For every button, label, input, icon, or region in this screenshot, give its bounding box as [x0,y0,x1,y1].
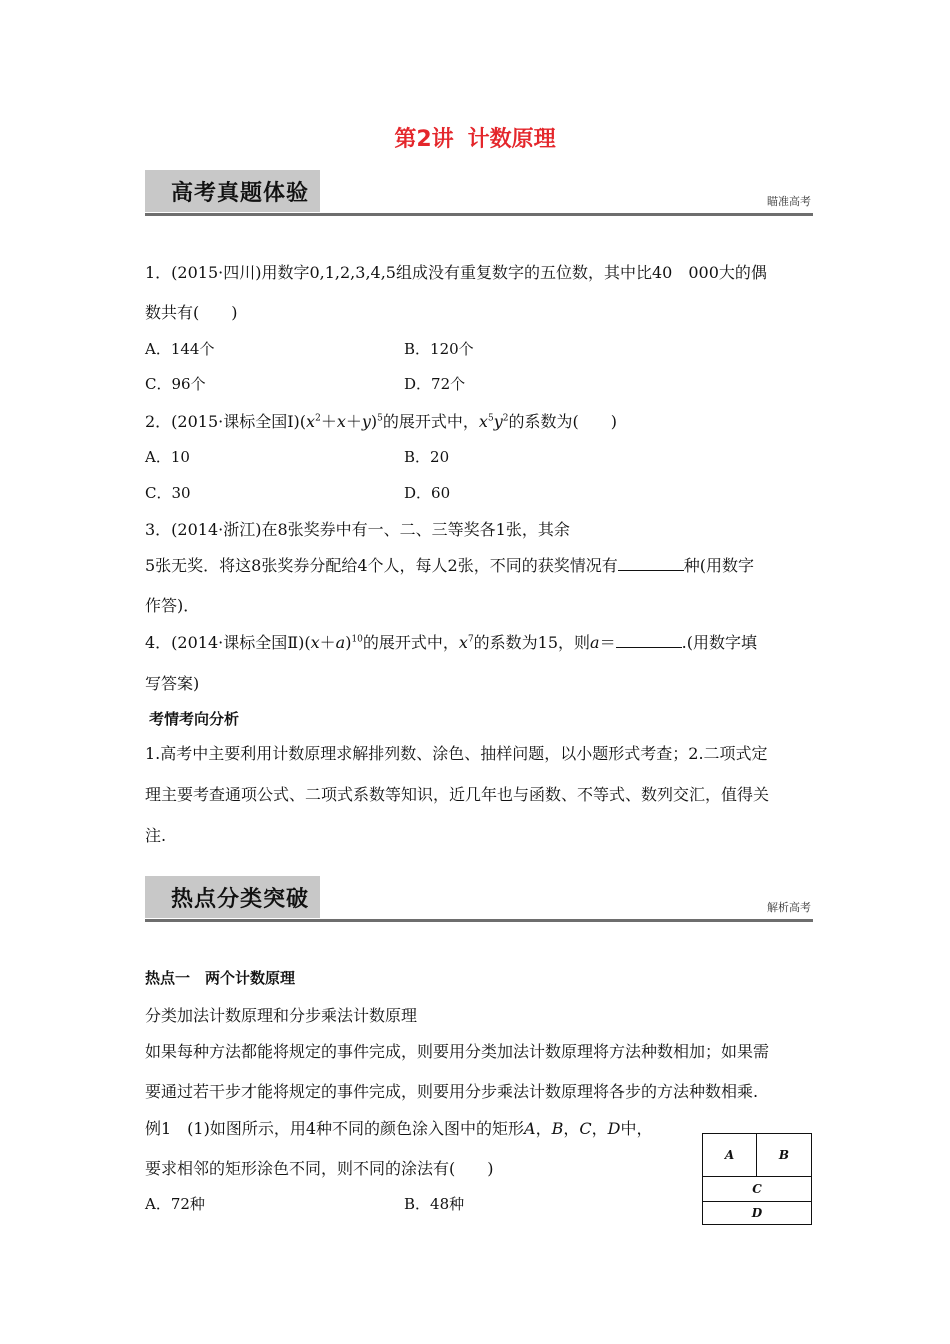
banner-rule [145,919,813,922]
hotspot-line-3: 要通过若干步才能将规定的事件完成，则要用分步乘法计数原理将各步的方法种数相乘. [145,1082,759,1101]
analysis-heading: 考情考向分析 [149,710,240,728]
hotspot-heading: 热点一 两个计数原理 [145,969,296,987]
page-title [0,122,950,153]
example-option-b: B．48种 [404,1195,465,1213]
question-1-line-1: 1．(2015·四川)用数字0,1,2,3,4,5组成没有重复数字的五位数，其中比40 000大的偶 [145,263,767,282]
q2-option-d: D．60 [404,484,451,502]
lecture-topic: 计数原理 [467,127,556,152]
hotspot-line-2: 如果每种方法都能将规定的事件完成，则要用分类加法计数原理将方法种数相加；如果需 [145,1042,770,1061]
question-3-line-3: 作答)． [145,596,200,615]
example-line-2: 要求相邻的矩形涂色不同，则不同的涂法有( ) [145,1159,494,1178]
answer-blank [618,556,684,571]
question-2-stem: 2．(2015·课标全国$Ⅰ)(x^2+x+y)^5$的展开式中，$x^5y^2$的系数为( ) [145,412,617,431]
banner-rule [145,213,813,216]
hotspot-line-1: 分类加法计数原理和分步乘法计数原理 [145,1006,418,1025]
section-banner-exam-review [145,170,813,216]
section-tag: 瞄准高考 [767,195,811,208]
rect-b-label: B [778,1148,790,1162]
question-4-line-2: 写答案) [145,674,200,693]
lecture-number: 第2讲 [394,127,454,152]
question-1-line-2: 数共有( ) [145,303,238,322]
section-tag: 解析高考 [767,901,811,914]
section-banner-hotspots [145,876,813,922]
example-line-1: 例1 (1)如图所示，用4种不同的颜色涂入图中的矩形A，B，C，D中， [145,1119,653,1138]
analysis-line-1: 1.高考中主要利用计数原理求解排列数、涂色、抽样问题，以小题形式考查；2.二项式定 [145,744,768,763]
q1-option-b: B．120个 [404,340,474,358]
analysis-line-3: 注. [145,826,167,845]
question-4-line-1: 4．(2014·课标全国$Ⅱ)(x+a)^{10}$的展开式中，$x^7$的系数为15，则a＝ .(用数字填 [145,633,757,652]
question-3-line-1: 3．(2014·浙江)在8张奖券中有一、二、三等奖各1张，其余 [145,520,570,539]
question-3-line-2: 5张无奖．将这8张奖券分配给4个人，每人2张，不同的获奖情况有 种(用数字 [145,556,754,575]
answer-blank [616,633,682,648]
rectangle-figure [702,1133,812,1225]
q2-option-c: C．30 [145,484,191,502]
rect-d-label: D [751,1206,763,1220]
q2-option-a: A．10 [145,448,190,466]
analysis-line-2: 理主要考查通项公式、二项式系数等知识，近几年也与函数、不等式、数列交汇，值得关 [145,785,770,804]
rect-a-label: A [724,1148,735,1162]
example-option-a: A．72种 [145,1195,205,1213]
section-heading: 热点分类突破 [171,887,310,912]
section-heading: 高考真题体验 [171,181,310,206]
q1-option-d: D．72个 [404,375,466,393]
rect-c-label: C [752,1182,762,1196]
q1-option-c: C．96个 [145,375,206,393]
q2-option-b: B．20 [404,448,450,466]
q1-option-a: A．144个 [145,340,215,358]
